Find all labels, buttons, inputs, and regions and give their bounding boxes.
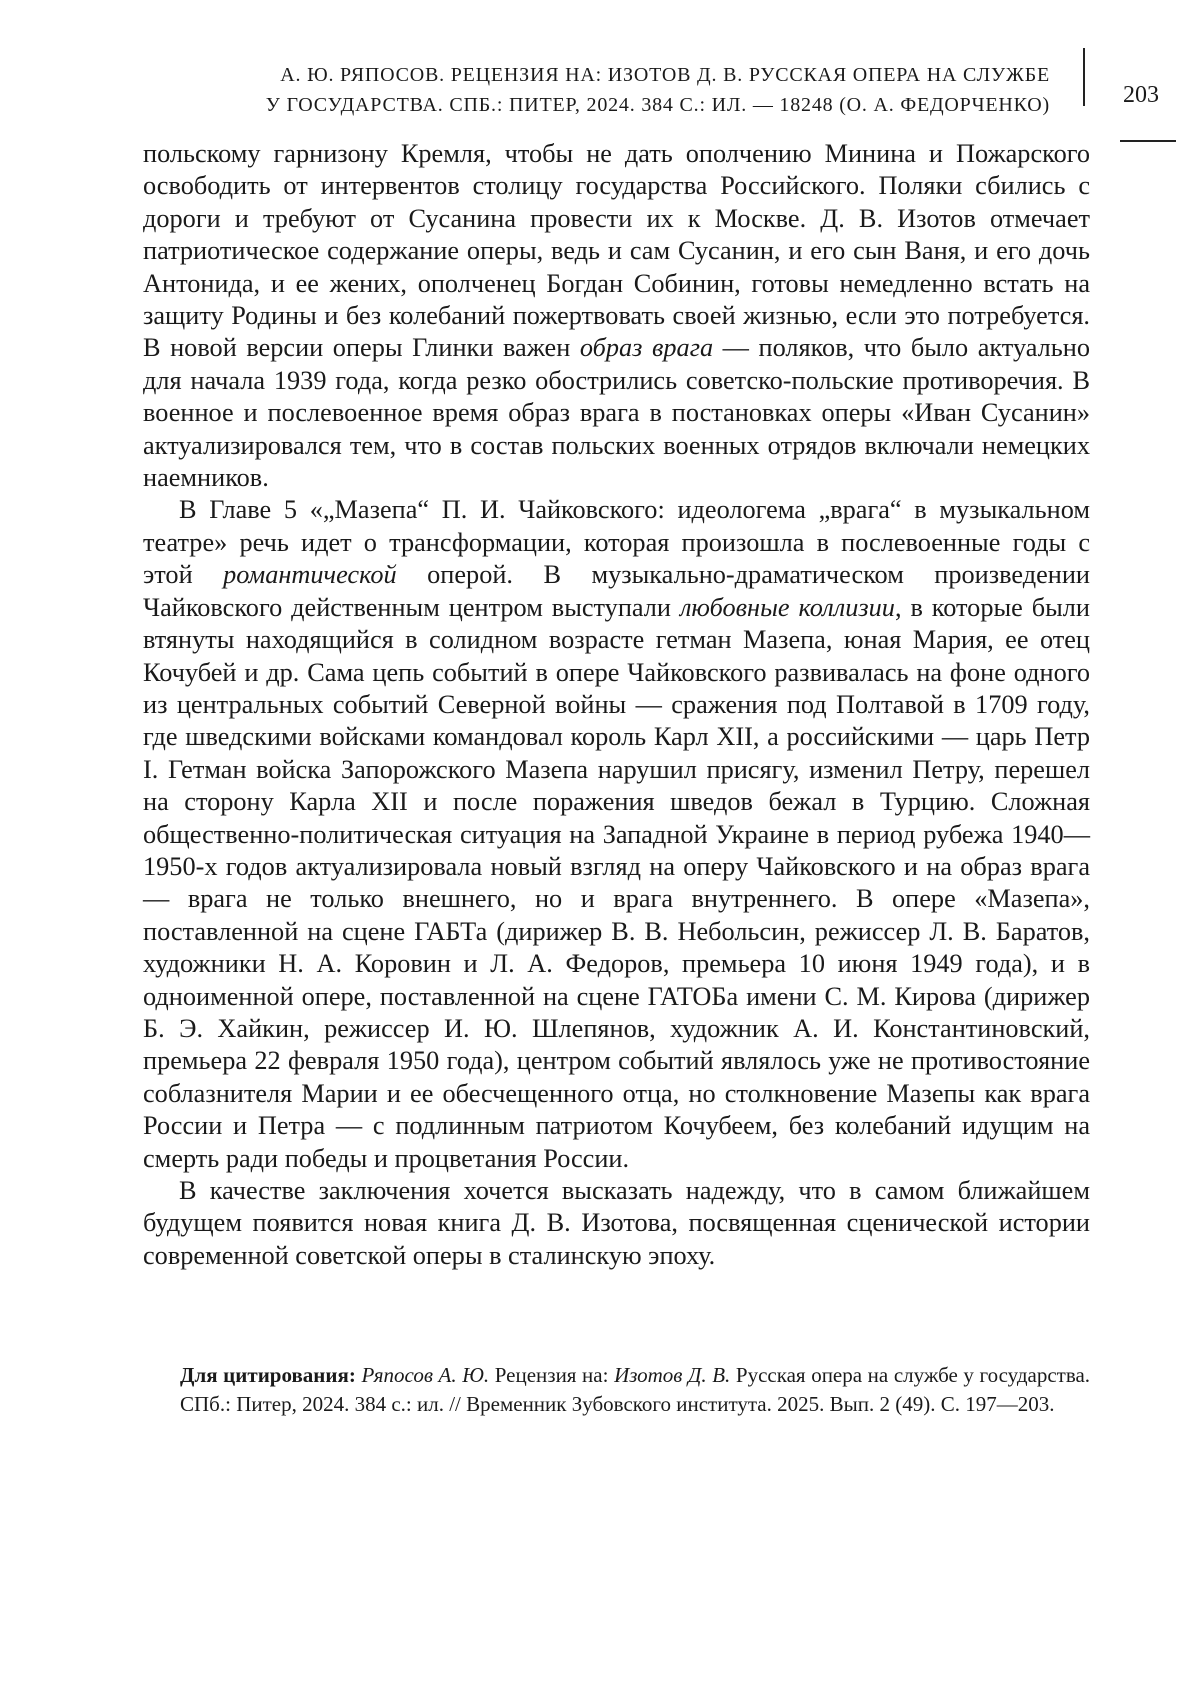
page-number: 203 [1123,82,1159,108]
paragraph-2 [143,494,1090,1175]
paragraph-2-text-b: оперой. В музыкально-драматическом произведении Чайковского действенным центром выступали [143,560,1090,622]
running-head-line-2: У ГОСУДАРСТВА. СПБ.: ПИТЕР, 2024. 384 С.: ИЛ. — 18248 (О. А. ФЕДОРЧЕНКО) [265,94,1050,116]
paragraph-2-emphasis-2: любовные коллизии [679,592,895,622]
running-head-line-1: А. Ю. РЯПОСОВ. РЕЦЕНЗИЯ НА: ИЗОТОВ Д. В. РУССКАЯ ОПЕРА НА СЛУЖБЕ [280,64,1050,86]
citation-book-author: Изотов Д. В. [614,1363,731,1387]
citation-block [180,1361,1090,1419]
citation-author: Ряпосов А. Ю. [361,1363,490,1387]
paragraph-1-text-a: польскому гарнизону Кремля, чтобы не дать ополчению Минина и Пожарского освободить от интервентов столицу государства Российского. Поляки сбились с дороги и требуют от Сусанина провести их к Москве. Д. В. Изотов отмечает патриотическое содержание оперы, ведь и сам Сусанин, и его сын Ваня, и его дочь Антонида, и ее жених, ополченец Богдан Собинин, готовы немедленно встать на защиту Родины и без колебаний пожертвовать своей жизнью, если это потребуется. В новой версии оперы Глинки важен [143,139,1090,363]
paragraph-2-text-a: В Главе 5 «„Мазепа“ П. И. Чайковского: идеологема „врага“ в музыкальном театре» речь идет о трансформации, которая произошла в послевоенные годы с этой [143,495,1090,590]
paragraph-1-text-b: — поляков, что было актуально для начала 1939 года, когда резко обострились советско-польские противоречия. В военное и послевоенное время образ врага в постановках оперы «Иван Сусанин» актуализировался тем, что в состав польских военных отрядов включали немецких наемников. [143,333,1090,493]
citation-text-1: Рецензия на: [489,1363,615,1387]
running-head [150,60,1050,120]
paragraph-2-emphasis-1: романтической [223,560,397,590]
paragraph-2-text-c: , в которые были втянуты находящийся в солидном возрасте гетман Мазепа, юная Мария, ее отец Кочубей и др. Сама цепь событий в опере Чайковского развивалась на фоне одного из центральных событий Северной войны — сражения под Полтавой в 1709 году, где шведскими войсками командовал король Карл XII, а российскими — царь Петр I. Гетман войска Запорожского Мазепа нарушил присягу, изменил Петру, перешел на сторону Карла XII и после поражения шведов бежал в Турцию. Сложная общественно-политическая ситуация на Западной Украине в период рубежа 1940—1950-х годов актуализировала новый взгляд на оперу Чайковского и на образ врага — врага не только внешнего, но и врага внутреннего. В опере «Мазепа», поставленной на сцене ГАБТа (дирижер В. В. Небольсин, режиссер Л. В. Баратов, художники Н. А. Коровин и Л. А. Федоров, премьера 10 июня 1949 года), и в одноименной опере, поставленной на сцене ГАТОБа имени С. М. Кирова (дирижер Б. Э. Хайкин, режиссер И. Ю. Шлепянов, художник А. И. Константиновский, премьера 22 февраля 1950 года), центром событий являлось уже не противостояние соблазнителя Марии и ее обесчещенного отца, но столкновение Мазепы как врага России и Петра — с подлинным патриотом Кочубеем, без колебаний идущим на смерть ради победы и процветания России. [143,592,1090,1173]
paragraph-3: В качестве заключения хочется высказать надежду, что в самом ближайшем будущем появится новая книга Д. В. Изотова, посвященная сценической истории современной советской оперы в сталинскую эпоху. [143,1176,1090,1270]
page-number-rule [1120,140,1176,142]
citation-text-2: Русская опера на службе у государства. СПб.: Питер, 2024. 384 с.: ил. // Временник Зубовского института. 2025. Вып. 2 (49). С. 197—203. [180,1363,1091,1416]
citation-label: Для цитирования: [180,1363,356,1387]
header-vertical-rule [1083,48,1085,106]
article-body [143,138,1090,1272]
paragraph-1 [143,138,1090,494]
paragraph-1-emphasis: образ врага [579,333,714,363]
